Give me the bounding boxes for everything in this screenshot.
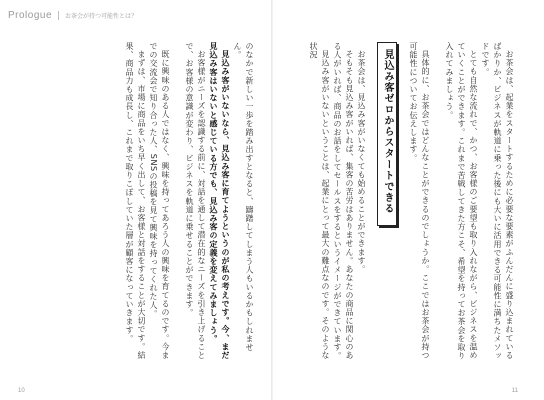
header-divider: [58, 11, 59, 20]
running-header: [8, 8, 137, 22]
body-paragraph: のなかで新しい一歩を踏み出すとなると、躊躇してしまう人もいるかもしれません。: [233, 42, 254, 352]
body-paragraph: 見込み客がいないということは、起業にとって最大の難点なのです。そのような状況: [309, 42, 330, 360]
section-label: Prologue: [8, 9, 53, 21]
body-paragraph: そもそも見込み客がいれば、集客の苦労はありません。あなたの商品に関心のある人がいれば、商品のお話をしてセールスをするというイメージができています。: [333, 42, 354, 361]
section-heading: 見込み客ゼロからスタートできる: [377, 42, 397, 226]
emphasis-paragraph: 見込み客がいないなら、見込み客に育てようというのが私の考えです。今、まだ見込み客はいないと感じている方でも、見込み客の定義を変えてみましょう。: [209, 42, 230, 360]
body-paragraph: お茶会は、起業をスタートするために必要な要素がふんだんに盛り込まれているばかりか、ビジネスが軌道に乗った後にも大いに活用できる可能性に満ちたメソッドです。: [481, 42, 514, 361]
page-gutter: [271, 0, 273, 400]
body-paragraph: お客様がニーズを認識する前に、対話を通して潜在的なニーズを引き上げることで、お客様の意識が変わり、ビジネスを軌道に乗せることができます。: [185, 42, 206, 360]
running-title: お茶会が持つ可能性とは？: [65, 12, 138, 20]
body-paragraph: まずは、市場に商品をいち早く出して、お客様と対話をすることが大切です。結果、商品力も成長し、これまで取りこぼしていた層が顧客になっていきます。: [125, 42, 146, 360]
body-paragraph: 具体的に、お茶会ではどんなことができるのでしょうか。ここではお茶会が持つ可能性についてお伝えします。: [409, 42, 430, 360]
body-paragraph: 既に興味のある人ではなく、興味を持ってあろう人の興味を育てるのです。今までの交流会で知り合った人、SNSの投稿を見て興味を持ってくれた人。: [149, 42, 170, 360]
page-number-right: 11: [511, 388, 518, 394]
page-number-left: 10: [18, 388, 25, 394]
body-paragraph: とても自然な流れで、かつ、お客様のご要望も取り入れながら、ビジネスを温めていくことができます。これまで苦戦してきた方こそ、希望を持ってお茶会を取り入れてみましょう。: [445, 42, 478, 361]
body-paragraph: お茶会は、見込み客がいなくても始めることができます。: [357, 50, 366, 274]
right-page-body: [290, 42, 515, 364]
left-page-body: [80, 42, 255, 364]
